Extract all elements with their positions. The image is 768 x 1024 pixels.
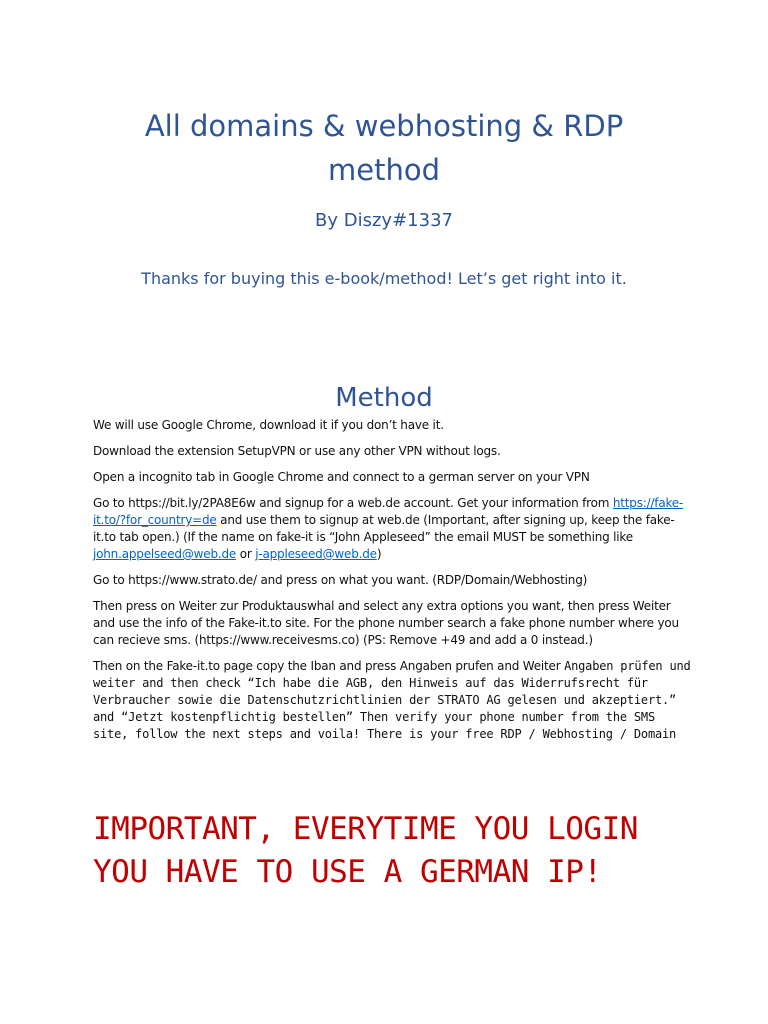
- step-paragraph: [93, 658, 693, 743]
- step-paragraph: Go to https://www.strato.de/ and press on what you want. (RDP/Domain/Webhosting): [93, 573, 588, 587]
- intro-thanks: Thanks for buying this e-book/method! Let’s get right into it.: [141, 269, 627, 288]
- method-heading: Method: [335, 383, 433, 413]
- step-text: ): [376, 547, 382, 561]
- step-text: and use them to signup at web.de (Important, after signing up, keep the fake-it.to tab open.) (If the name on fake-it is “John Appleseed” the email MUST be something like: [93, 513, 675, 544]
- method-steps: [93, 417, 693, 752]
- important-warning: IMPORTANT, EVERYTIME YOU LOGIN YOU HAVE TO USE A GERMAN IP!: [93, 811, 638, 890]
- fake-it-link[interactable]: https://fake-it.to/?for_country=de: [93, 496, 684, 527]
- step-paragraph: [93, 495, 693, 563]
- step-text: Then on the Fake-it.to page copy the Iban and press Angaben prufen and Weiter: [93, 659, 565, 673]
- step-text: or: [236, 547, 256, 561]
- email-example-link[interactable]: john.appelseed@web.de: [93, 547, 237, 561]
- step-text-monospace: Angaben prüfen und weiter and then check “Ich habe die AGB, den Hinweis auf das Widerrufsrecht für Verbraucher sowie die Datenschutzrichtlinien der STRATO AG gelesen und akzeptiert.” and “Jetzt kostenpflichtig bestellen” Then verify your phone number from the SMS site, follow the next steps and voila! There is your free RDP / Webhosting / Domain: [93, 659, 691, 741]
- step-text: Go to https://bit.ly/2PA8E6w and signup for a web.de account. Get your information from: [93, 496, 613, 510]
- step-paragraph: Download the extension SetupVPN or use any other VPN without logs.: [93, 444, 501, 458]
- author-byline: By Diszy#1337: [315, 210, 453, 231]
- step-paragraph: Then press on Weiter zur Produktauswhal and select any extra options you want, then press Weiter and use the info of the Fake-it.to site. For the phone number search a fake phone number where you can recieve sms. (https://www.receivesms.co) (PS: Remove +49 and add a 0 instead.): [93, 599, 679, 647]
- step-paragraph: We will use Google Chrome, download it if you don’t have it.: [93, 418, 444, 432]
- step-paragraph: Open a incognito tab in Google Chrome and connect to a german server on your VPN: [93, 470, 590, 484]
- document-title: All domains & webhosting & RDP method: [144, 109, 624, 187]
- email-example-link-alt[interactable]: j-appleseed@web.de: [255, 547, 377, 561]
